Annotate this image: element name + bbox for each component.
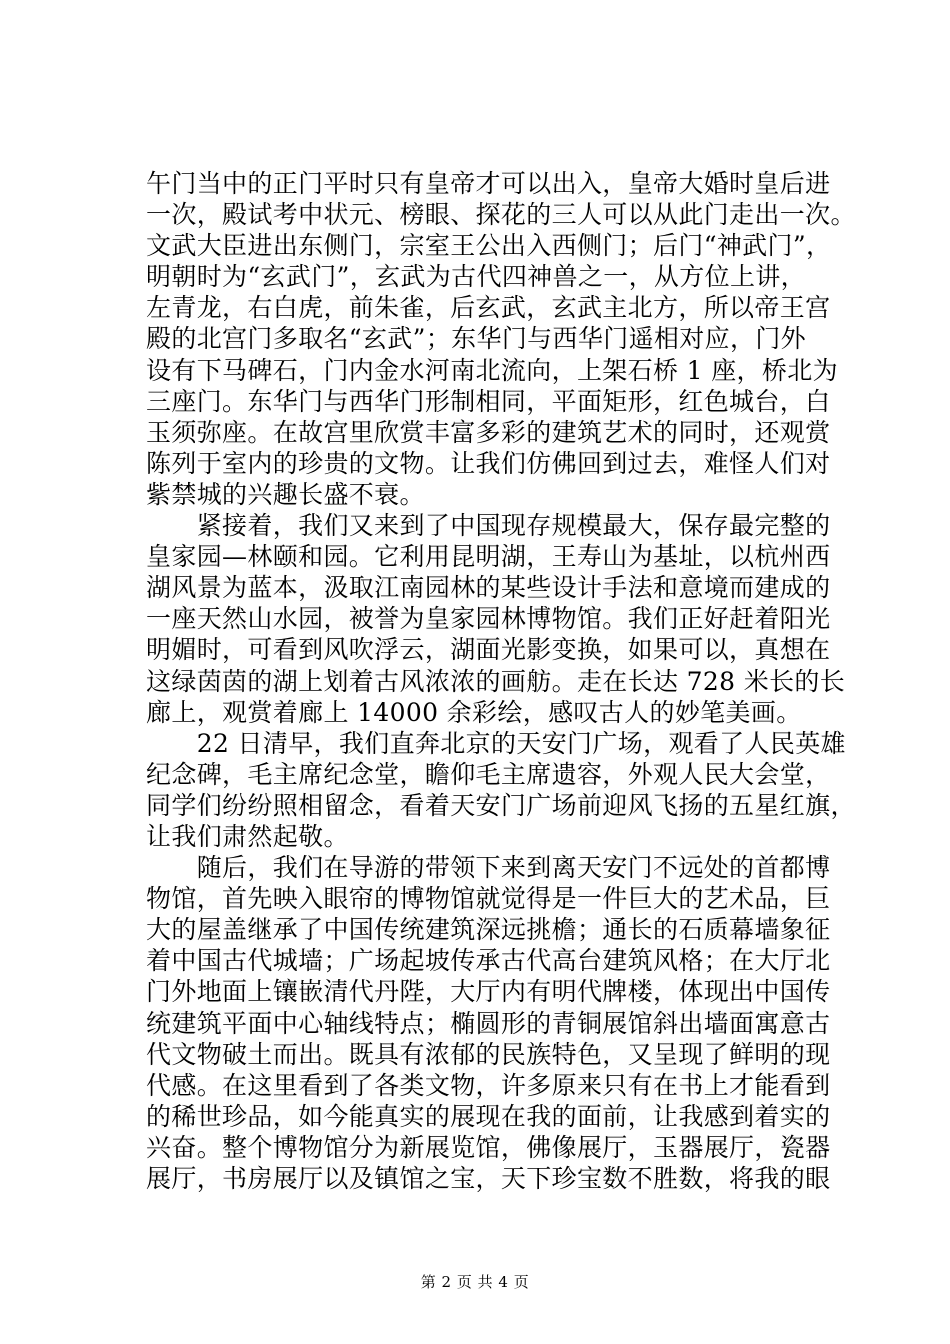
text-line: 门外地面上镶嵌清代丹陛，大厅内有明代牌楼，体现出中国传: [146, 977, 831, 1007]
text-line: 紧接着，我们又来到了中国现存规模最大，保存最完整的: [146, 511, 831, 541]
text-line: 随后，我们在导游的带领下来到离天安门不远处的首都博: [146, 853, 831, 883]
text-line: 物馆，首先映入眼帘的博物馆就觉得是一件巨大的艺术品，巨: [146, 884, 831, 914]
text-line: 兴奋。整个博物馆分为新展览馆，佛像展厅，玉器展厅，瓷器: [146, 1132, 831, 1162]
text-line: 设有下马碑石，门内金水河南北流向，上架石桥 1 座，桥北为: [146, 355, 838, 385]
text-line: 左青龙，右白虎，前朱雀，后玄武，玄武主北方，所以帝王宫: [146, 293, 831, 323]
text-line: 文武大臣进出东侧门，宗室王公出入西侧门；后门“神武门”，: [146, 231, 832, 261]
text-line: 大的屋盖继承了中国传统建筑深远挑檐；通长的石质幕墙象征: [146, 915, 831, 945]
text-line: 一座天然山水园，被誉为皇家园林博物馆。我们正好赶着阳光: [146, 604, 831, 634]
text-line: 殿的北宫门多取名“玄武”；东华门与西华门遥相对应，门外: [146, 324, 807, 354]
text-line: 午门当中的正门平时只有皇帝才可以出入，皇帝大婚时皇后进: [146, 169, 831, 198]
text-line: 湖风景为蓝本，汲取江南园林的某些设计手法和意境而建成的: [146, 573, 831, 603]
text-line: 让我们肃然起敬。: [146, 821, 349, 851]
page-number-label: 第 2 页 共 4 页: [420, 1273, 530, 1291]
text-line: 三座门。东华门与西华门形制相同，平面矩形，红色城台，白: [146, 386, 831, 416]
body-text: [146, 168, 856, 1194]
text-line: 统建筑平面中心轴线特点；椭圆形的青铜展馆斜出墙面寓意古: [146, 1008, 831, 1038]
text-line: 的稀世珍品，如今能真实的展现在我的面前，让我感到着实的: [146, 1101, 831, 1131]
text-line: 明媚时，可看到风吹浮云，湖面光影变换，如果可以，真想在: [146, 635, 831, 665]
page-footer: [0, 1272, 950, 1292]
text-line: 22 日清早，我们直奔北京的天安门广场，观看了人民英雄: [146, 728, 846, 758]
text-line: 廊上，观赏着廊上 14000 余彩绘，感叹古人的妙笔美画。: [146, 697, 802, 727]
text-line: 紫禁城的兴趣长盛不衰。: [146, 479, 425, 509]
text-line: 陈列于室内的珍贵的文物。让我们仿佛回到过去，难怪人们对: [146, 448, 831, 478]
text-line: 玉须弥座。在故宫里欣赏丰富多彩的建筑艺术的同时，还观赏: [146, 417, 831, 447]
text-line: 明朝时为“玄武门”，玄武为古代四神兽之一，从方位上讲，: [146, 262, 807, 292]
text-line: 代文物破土而出。既具有浓郁的民族特色，又呈现了鲜明的现: [146, 1039, 831, 1069]
text-line: 着中国古代城墙；广场起坡传承古代高台建筑风格；在大厅北: [146, 946, 831, 976]
text-line: 这绿茵茵的湖上划着古风浓浓的画舫。走在长达 728 米长的长: [146, 666, 846, 696]
text-line: 代感。在这里看到了各类文物，许多原来只有在书上才能看到: [146, 1070, 831, 1100]
text-line: 纪念碑，毛主席纪念堂，瞻仰毛主席遗容，外观人民大会堂，: [146, 759, 831, 789]
text-line: 一次，殿试考中状元、榜眼、探花的三人可以从此门走出一次。: [146, 200, 856, 230]
text-line: 展厅，书房展厅以及镇馆之宝，天下珍宝数不胜数，将我的眼: [146, 1164, 831, 1193]
text-line: 同学们纷纷照相留念，看着天安门广场前迎风飞扬的五星红旗，: [146, 790, 856, 820]
text-line: 皇家园—林颐和园。它利用昆明湖，王寿山为基址，以杭州西: [146, 542, 831, 572]
